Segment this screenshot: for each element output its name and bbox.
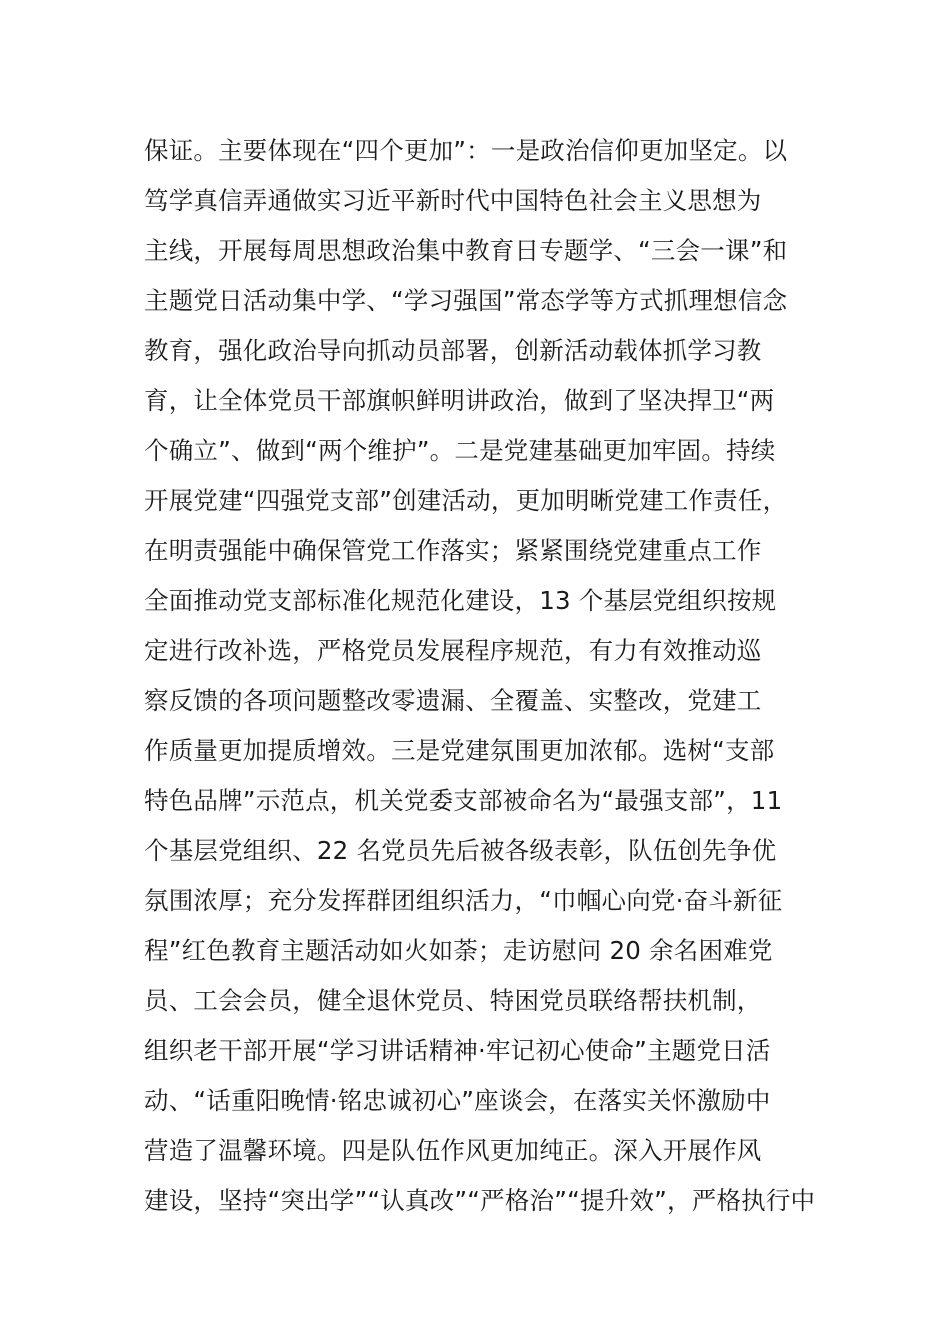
text-line: 主题党日活动集中学、“学习强国”常态学等方式抓理想信念 — [144, 286, 788, 315]
text-line: 察反馈的各项问题整改零遗漏、全覆盖、实整改，党建工 — [144, 686, 762, 715]
text-line: 定进行改补选，严格党员发展程序规范，有力有效推动巡 — [144, 636, 762, 665]
text-line: 个基层党组织、22 名党员先后被各级表彰，队伍创先争优 — [144, 836, 777, 865]
body-paragraph — [144, 126, 814, 1226]
text-line: 营造了温馨环境。四是队伍作风更加纯正。深入开展作风 — [144, 1136, 762, 1165]
text-line: 组织老干部开展“学习讲话精神·牢记初心使命”主题党日活 — [144, 1036, 771, 1065]
text-line: 开展党建“四强党支部”创建活动，更加明晰党建工作责任， — [144, 486, 788, 515]
text-line: 动、“话重阳晚情·铭忠诚初心”座谈会，在落实关怀激励中 — [144, 1086, 771, 1115]
text-line: 笃学真信弄通做实习近平新时代中国特色社会主义思想为 — [144, 186, 762, 215]
text-line: 氛围浓厚；充分发挥群团组织活力，“巾帼心向党·奋斗新征 — [144, 886, 783, 915]
text-line: 主线，开展每周思想政治集中教育日专题学、“三会一课”和 — [144, 236, 788, 265]
text-line: 在明责强能中确保管党工作落实；紧紧围绕党建重点工作 — [144, 536, 762, 565]
text-line: 程”红色教育主题活动如火如荼；走访慰问 20 余名困难党 — [144, 936, 773, 965]
text-line: 作质量更加提质增效。三是党建氛围更加浓郁。选树“支部 — [144, 736, 775, 765]
text-line: 员、工会会员，健全退休党员、特困党员联络帮扶机制， — [144, 986, 762, 1015]
text-line: 建设，坚持“突出学”“认真改”“严格治”“提升效”，严格执行中 — [144, 1186, 816, 1215]
text-line: 全面推动党支部标准化规范化建设，13 个基层党组织按规 — [144, 586, 777, 615]
text-line: 保证。主要体现在“四个更加”：一是政治信仰更加坚定。以 — [144, 136, 788, 165]
text-line: 教育，强化政治导向抓动员部署，创新活动载体抓学习教 — [144, 336, 762, 365]
text-line: 特色品牌”示范点，机关党委支部被命名为“最强支部”，11 — [144, 786, 783, 815]
text-line: 个确立”、做到“两个维护”。二是党建基础更加牢固。持续 — [144, 436, 776, 465]
text-line: 育，让全体党员干部旗帜鲜明讲政治，做到了坚决捍卫“两 — [144, 386, 775, 415]
